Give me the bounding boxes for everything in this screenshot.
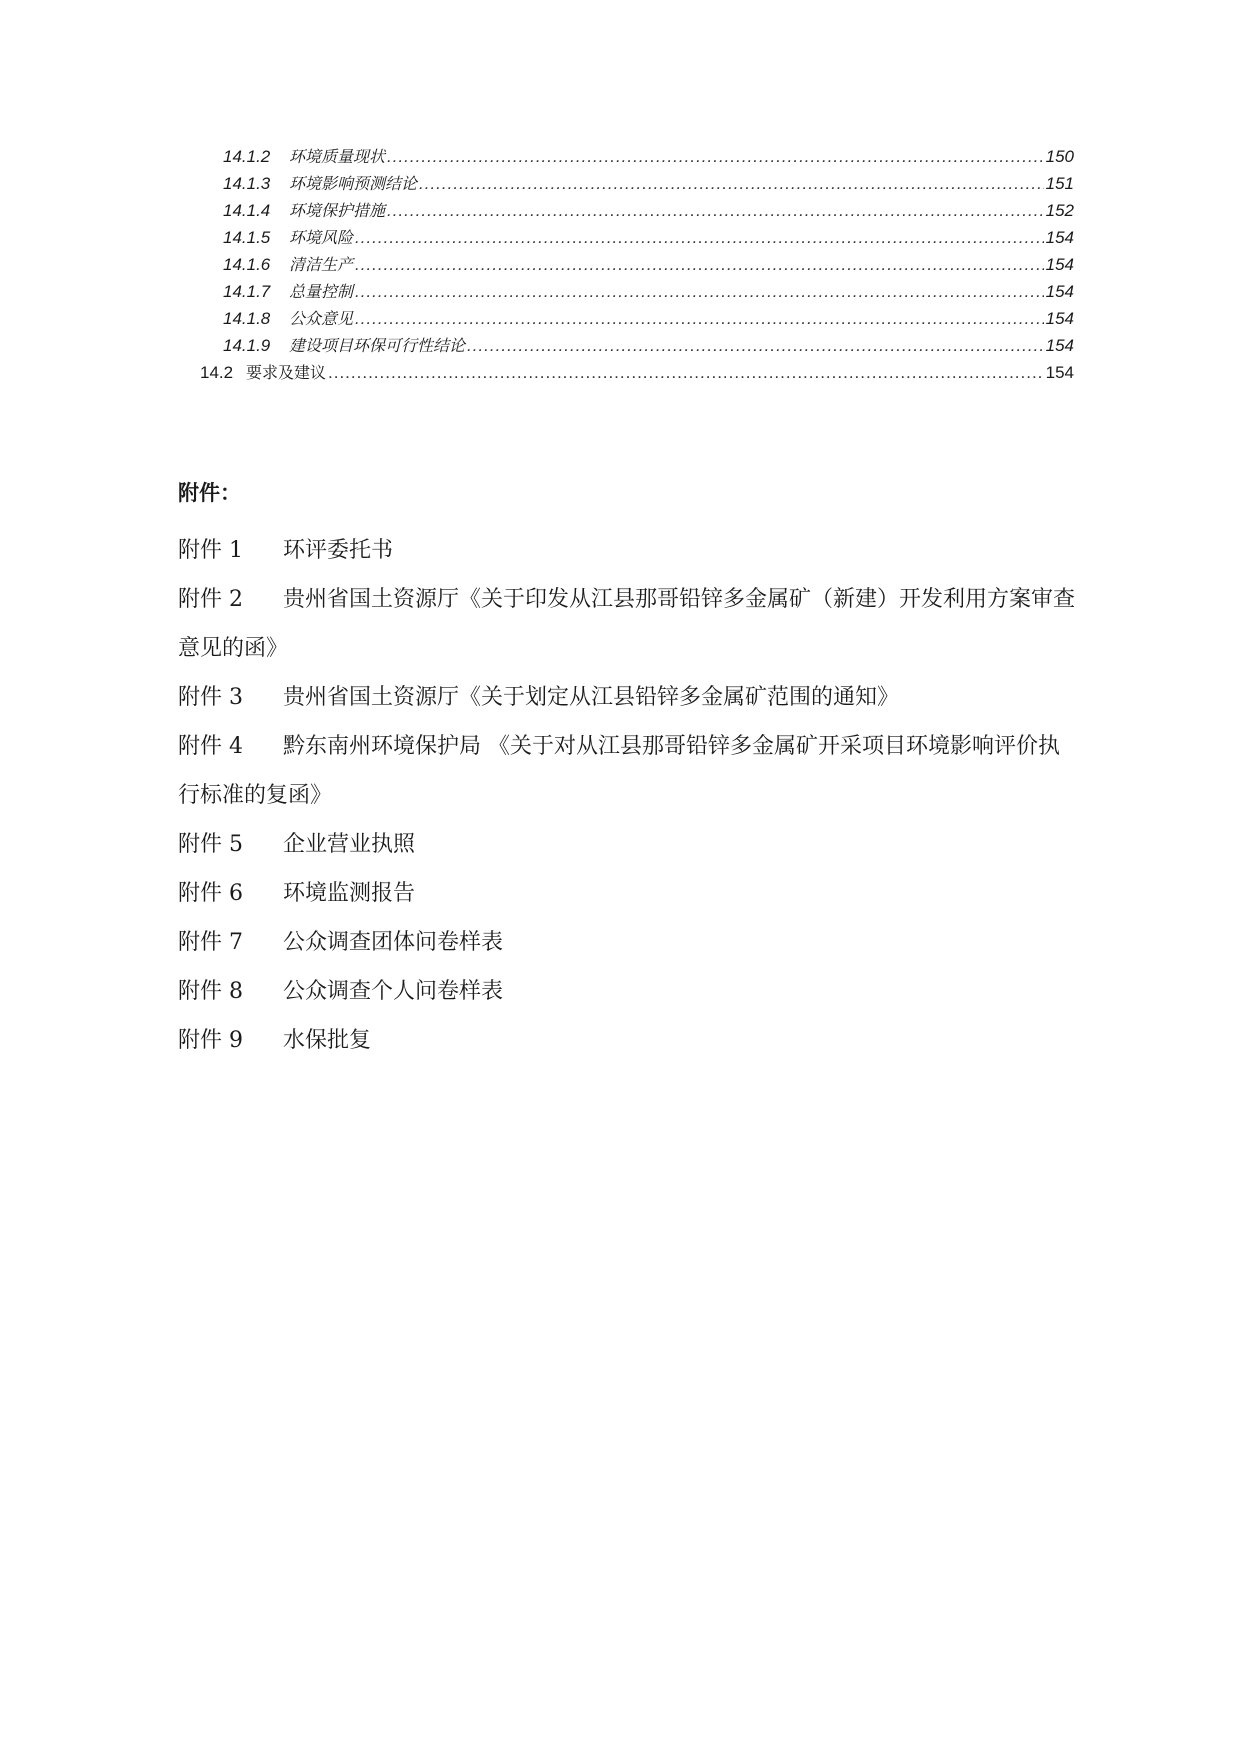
attachment-item [178,526,1078,575]
toc-leader-dots [387,197,1044,224]
toc-entry[interactable] [200,224,1074,251]
table-of-contents [200,143,1074,386]
toc-entry-number: 14.2 [200,363,234,382]
attachment-label: 附件 2 [178,587,243,612]
toc-entry-page: 154 [1045,363,1074,382]
toc-entry-title: 清洁生产 [289,255,354,274]
toc-entry-number: 14.1.2 [223,147,271,166]
attachment-label: 附件 5 [178,832,243,857]
attachment-title: 水保批复 [283,1028,372,1053]
attachment-title: 贵州省国土资源厅《关于划定从江县铅锌多金属矿范围的通知》 [283,685,900,710]
toc-leader-dots [328,359,1044,386]
toc-entry-number: 14.1.7 [223,282,271,301]
toc-entry[interactable] [200,170,1074,197]
toc-leader-dots [387,143,1044,170]
toc-leader-dots [355,305,1044,332]
attachment-label: 附件 1 [178,538,243,563]
toc-entry-page: 151 [1045,174,1074,193]
toc-entry[interactable] [200,278,1074,305]
attachment-label: 附件 6 [178,881,243,906]
toc-entry-number: 14.1.5 [223,228,271,247]
attachment-label: 附件 4 [178,734,243,759]
attachment-label: 附件 8 [178,979,243,1004]
toc-entry-title: 总量控制 [289,282,354,301]
attachment-item [178,1016,1078,1065]
attachment-item [178,967,1078,1016]
toc-entry-number: 14.1.8 [223,309,271,328]
attachment-item [178,869,1078,918]
attachment-title: 环评委托书 [283,538,394,563]
toc-entry-number: 14.1.3 [223,174,271,193]
attachment-item [178,673,1078,722]
toc-leader-dots [355,251,1044,278]
toc-entry-page: 154 [1045,255,1074,274]
attachment-title: 贵州省国土资源厅《关于印发从江县那哥铅锌多金属矿（新建）开发利用方案审查意见的函》 [178,587,1076,661]
attachment-title: 黔东南州环境保护局 《关于对从江县那哥铅锌多金属矿开采项目环境影响评价执行标准的复函》 [178,734,1060,808]
toc-entry[interactable] [200,251,1074,278]
toc-entry[interactable] [200,359,1074,386]
toc-entry[interactable] [200,197,1074,224]
toc-entry-number: 14.1.6 [223,255,271,274]
toc-entry-title: 公众意见 [289,309,354,328]
toc-entry-page: 150 [1045,147,1074,166]
attachment-item [178,918,1078,967]
attachment-label: 附件 9 [178,1028,243,1053]
toc-entry-title: 建设项目环保可行性结论 [289,336,466,355]
attachments-section [178,478,1078,1065]
toc-entry-title: 环境影响预测结论 [289,174,418,193]
attachment-item [178,575,1078,673]
attachment-title: 公众调查个人问卷样表 [283,979,504,1004]
attachment-item [178,820,1078,869]
toc-entry-number: 14.1.9 [223,336,271,355]
toc-entry-title: 环境质量现状 [289,147,386,166]
attachment-label: 附件 7 [178,930,243,955]
toc-entry[interactable] [200,332,1074,359]
attachment-title: 企业营业执照 [283,832,416,857]
toc-entry[interactable] [200,305,1074,332]
toc-leader-dots [467,332,1044,359]
attachment-title: 公众调查团体问卷样表 [283,930,504,955]
attachment-label: 附件 3 [178,685,243,710]
toc-entry[interactable] [200,143,1074,170]
toc-entry-page: 152 [1045,201,1074,220]
toc-entry-page: 154 [1045,282,1074,301]
toc-entry-title: 环境风险 [289,228,354,247]
toc-leader-dots [355,224,1044,251]
attachments-heading: 附件： [178,481,241,505]
toc-entry-title: 环境保护措施 [289,201,386,220]
toc-leader-dots [419,170,1044,197]
toc-entry-number: 14.1.4 [223,201,271,220]
attachment-item [178,722,1078,820]
toc-entry-page: 154 [1045,336,1074,355]
toc-entry-page: 154 [1045,309,1074,328]
toc-leader-dots [355,278,1044,305]
attachment-title: 环境监测报告 [283,881,416,906]
toc-entry-page: 154 [1045,228,1074,247]
toc-entry-title: 要求及建议 [246,363,327,382]
